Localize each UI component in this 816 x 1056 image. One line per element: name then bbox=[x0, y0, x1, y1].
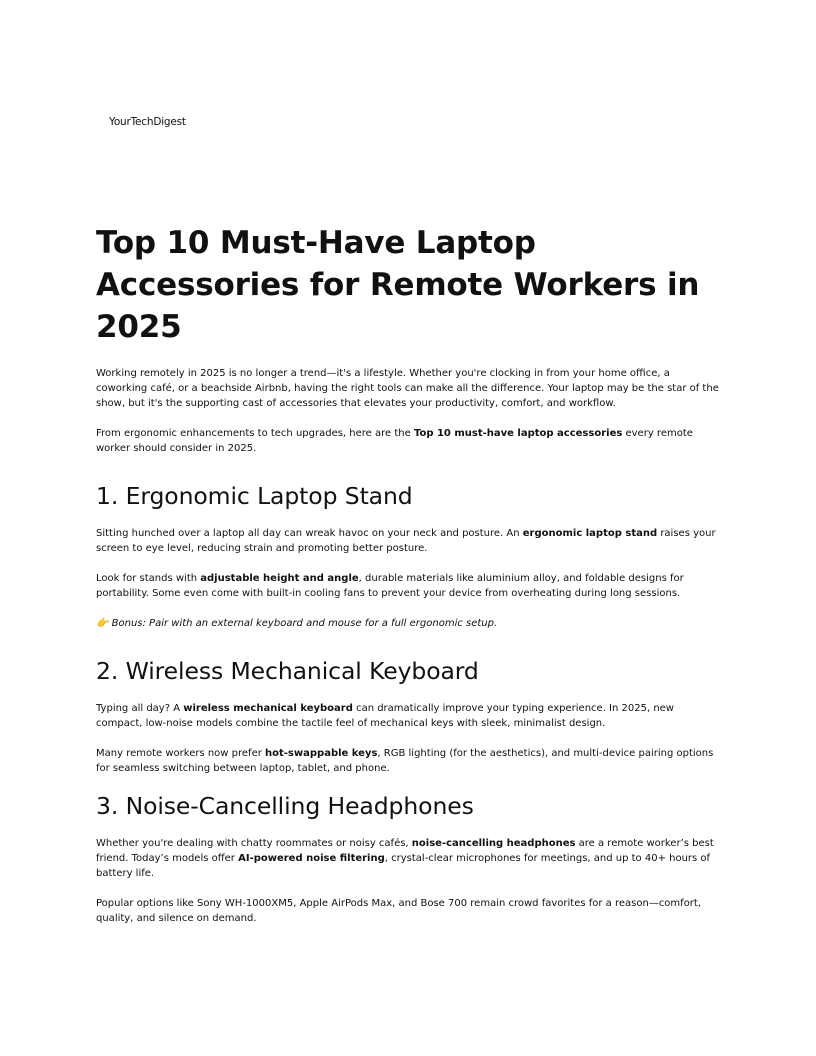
text-run: can dramatically improve your typing experience. In 2025, new compact, low-noise models combine the tactile feel of mechanical keys with sleek, minimalist design. bbox=[96, 703, 674, 729]
text-run: From ergonomic enhancements to tech upgrades, here are the bbox=[96, 428, 414, 439]
bold-text: Top 10 must-have laptop accessories bbox=[413, 428, 623, 439]
bonus-tip: 👉 Bonus: Pair with an external keyboard and mouse for a full ergonomic setup. bbox=[96, 618, 498, 629]
text-run: Many remote workers now prefer bbox=[96, 748, 266, 759]
bold-text: adjustable height and angle bbox=[200, 573, 359, 584]
article bbox=[96, 222, 720, 941]
section-paragraph bbox=[96, 896, 720, 926]
text-run: Whether you're dealing with chatty roommates or noisy cafés, bbox=[96, 838, 412, 849]
section-paragraph bbox=[96, 571, 720, 601]
brand-logo: YourTechDigest bbox=[109, 116, 186, 128]
section-heading: 2. Wireless Mechanical Keyboard bbox=[96, 657, 479, 685]
intro-paragraph bbox=[96, 366, 720, 411]
section-heading: 3. Noise-Cancelling Headphones bbox=[96, 792, 474, 820]
article-title: Top 10 Must-Have Laptop Accessories for Remote Workers in 2025 bbox=[96, 225, 700, 345]
section-paragraph bbox=[96, 701, 720, 731]
section-paragraph bbox=[96, 526, 720, 556]
text-run: Sitting hunched over a laptop all day can wreak havoc on your neck and posture. An bbox=[96, 528, 523, 539]
text-run: , RGB lighting (for the aesthetics), and multi-device pairing options for seamless switching between laptop, tablet, and phone. bbox=[96, 748, 714, 774]
section-paragraph bbox=[96, 836, 720, 881]
bold-text: ergonomic laptop stand bbox=[522, 528, 658, 539]
text-run: , durable materials like aluminium alloy, and foldable designs for portability. Some even come with built-in cooling fans to prevent your device from overheating during long sessions. bbox=[96, 573, 684, 599]
bold-text: noise-cancelling headphones bbox=[411, 838, 576, 849]
bold-text: wireless mechanical keyboard bbox=[183, 703, 353, 714]
text-run: every remote worker should consider in 2025. bbox=[96, 428, 693, 454]
text-run: Look for stands with bbox=[96, 573, 201, 584]
intro-paragraph bbox=[96, 426, 720, 456]
bold-text: hot-swappable keys bbox=[265, 748, 378, 759]
section-heading: 1. Ergonomic Laptop Stand bbox=[96, 482, 413, 510]
text-run: Popular options like Sony WH-1000XM5, Apple AirPods Max, and Bose 700 remain crowd favorites for a reason—comfort, quality, and silence on demand. bbox=[96, 898, 702, 924]
bold-text: AI-powered noise filtering bbox=[238, 853, 385, 864]
text-run: Typing all day? A bbox=[96, 703, 184, 714]
section-paragraph bbox=[96, 746, 720, 776]
text-run: are a remote worker’s best friend. Today’s models offer bbox=[96, 838, 714, 864]
text-run: raises your screen to eye level, reducing strain and promoting better posture. bbox=[96, 528, 716, 554]
text-run: , crystal-clear microphones for meetings, and up to 40+ hours of battery life. bbox=[96, 853, 711, 879]
text-run: Working remotely in 2025 is no longer a trend—it's a lifestyle. Whether you're clocking in from your home office, a coworking café, or a beachside Airbnb, having the right tools can make all the difference. Your laptop may be the star of the show, but it's the supporting cast of accessories that elevates your productivity, comfort, and workflow. bbox=[96, 368, 719, 409]
